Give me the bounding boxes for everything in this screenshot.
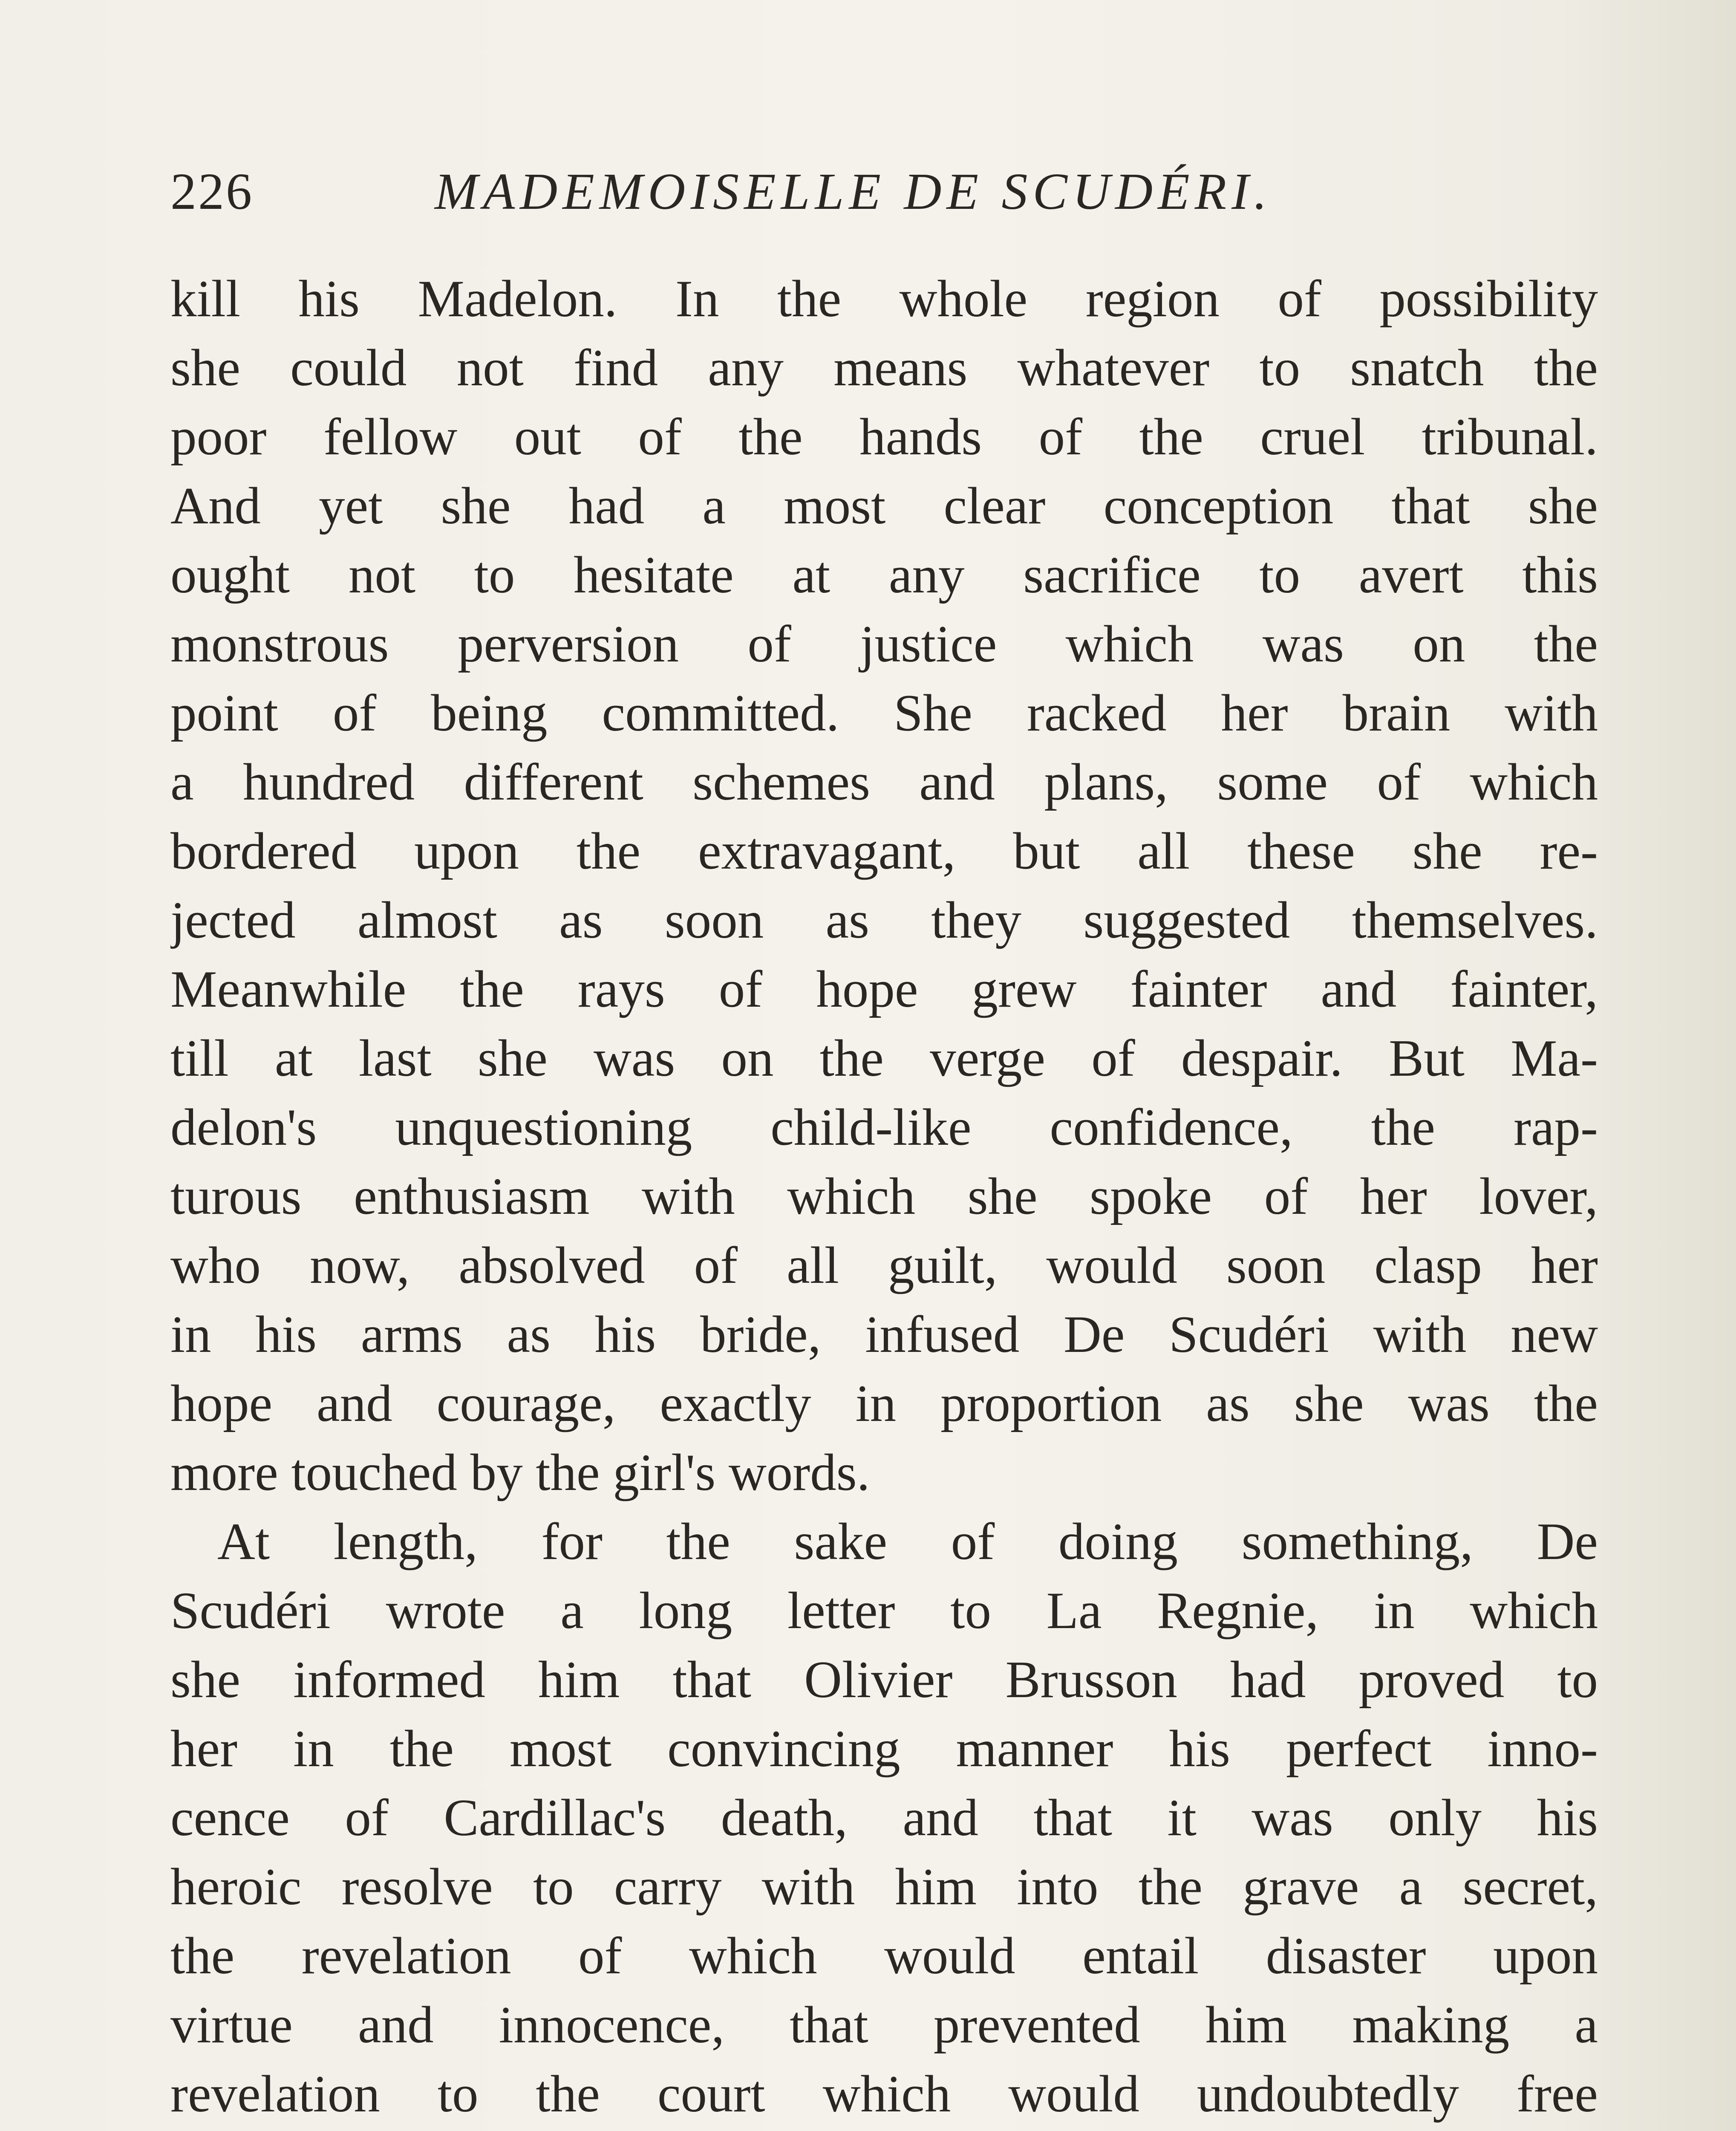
text-line: she could not find any means whatever to snatch the <box>170 338 1598 397</box>
text-line: jected almost as soon as they suggested themselves. <box>170 891 1598 949</box>
text-line: her in the most convincing manner his perfect inno- <box>170 1719 1598 1778</box>
text-line: And yet she had a most clear conception that she <box>170 476 1598 535</box>
body-text <box>170 264 1598 2131</box>
text-line: monstrous perversion of justice which was on the <box>170 615 1598 673</box>
text-line: till at last she was on the verge of despair. But Ma- <box>170 1029 1598 1087</box>
text-line: she informed him that Olivier Brusson had proved to <box>170 1650 1598 1709</box>
text-line: a hundred different schemes and plans, some of which <box>170 753 1598 811</box>
text-line: ought not to hesitate at any sacrifice to avert this <box>170 546 1598 604</box>
text-line: bordered upon the extravagant, but all these she re- <box>170 822 1598 880</box>
paragraph-first-line: At length, for the sake of doing something, De <box>217 1512 1598 1571</box>
text-line: Scudéri wrote a long letter to La Regnie, in which <box>170 1581 1598 1640</box>
text-line: poor fellow out of the hands of the cruel tribunal. <box>170 407 1598 466</box>
running-title: MADEMOISELLE DE SCUDÉRI. <box>435 163 1272 220</box>
text-line: who now, absolved of all guilt, would soon clasp her <box>170 1236 1598 1294</box>
text-line: revelation to the court which would undoubtedly free <box>170 2065 1598 2123</box>
text-line: the revelation of which would entail disaster upon <box>170 1926 1598 1985</box>
text-line: turous enthusiasm with which she spoke of her lover, <box>170 1167 1598 1225</box>
text-line: point of being committed. She racked her brain with <box>170 684 1598 742</box>
text-line: delon's unquestioning child-like confidence, the rap- <box>170 1098 1598 1156</box>
text-line: more touched by the girl's words. <box>170 1443 870 1502</box>
text-line: cence of Cardillac's death, and that it was only his <box>170 1788 1598 1847</box>
page-number: 226 <box>170 163 254 220</box>
text-line <box>170 2128 1598 2131</box>
text-line: Meanwhile the rays of hope grew fainter and fainter, <box>170 960 1598 1018</box>
text-line: heroic resolve to carry with him into the grave a secret, <box>170 1857 1598 1916</box>
text-line: virtue and innocence, that prevented him making a <box>170 1995 1598 2054</box>
text-line: in his arms as his bride, infused De Scudéri with new <box>170 1305 1598 1363</box>
text-line: hope and courage, exactly in proportion as she was the <box>170 1374 1598 1432</box>
text-line: kill his Madelon. In the whole region of possibility <box>170 269 1598 328</box>
running-head <box>170 158 1598 226</box>
